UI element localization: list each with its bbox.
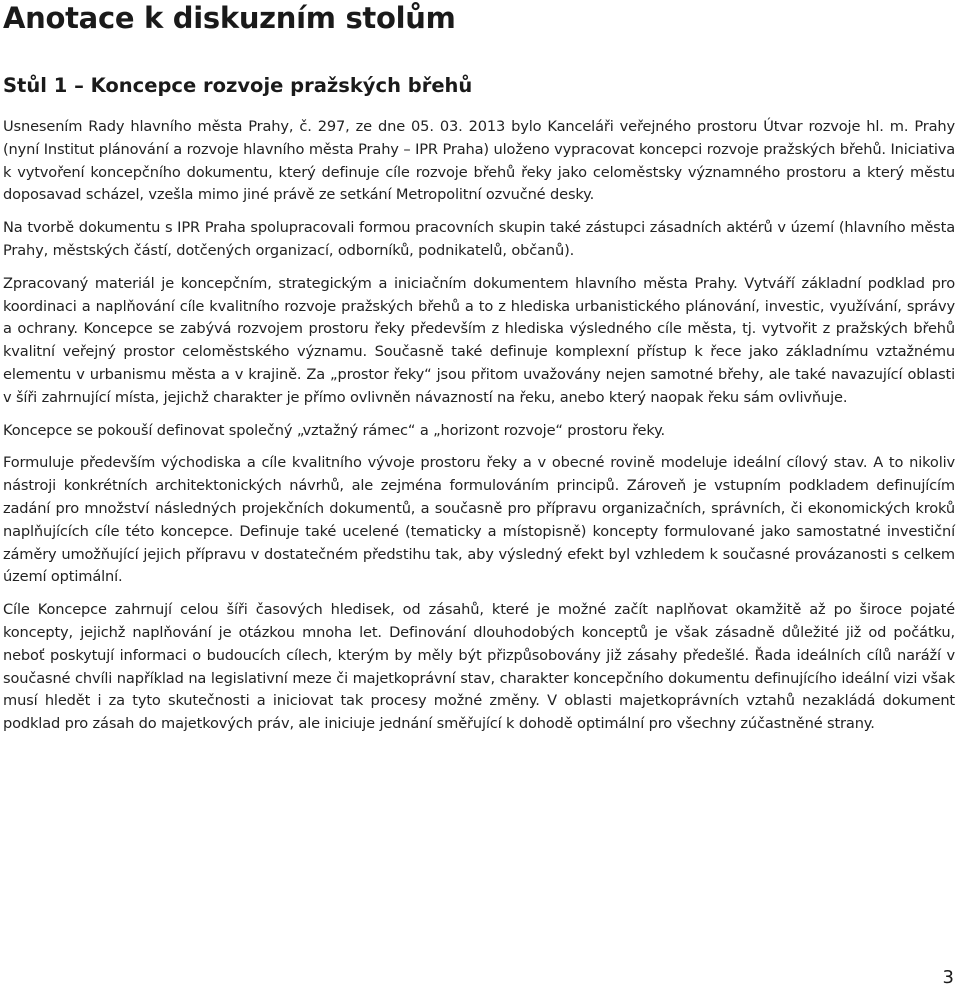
paragraph-intro: Usnesením Rady hlavního města Prahy, č. 297, ze dne 05. 03. 2013 bylo Kanceláři veřejného prostoru Útvar rozvoje hl. m. Prahy (nyní Institut plánování a rozvoje hlavního města Prahy – IPR Praha) uloženo vypracovat koncepci rozvoje pražských břehů. Iniciativa k vytvoření koncepčního dokumentu, který definuje cíle rozvoje břehů řeky jako celoměstsky významného prostoru a který městu doposavad scházel, vzešla mimo jiné právě ze setkání Metropolitní ozvučné desky. <box>3 118 955 204</box>
document-body <box>3 116 955 746</box>
paragraph-timeframe: Cíle Koncepce zahrnují celou šíři časových hledisek, od zásahů, které je možné začít naplňovat okamžitě až po široce pojaté koncepty, jejichž naplňování je otázkou mnoha let. Definování dlouhodobých konceptů je však zásadně důležité již od počátku, neboť poskytují informaci o budoucích cílech, kterým by měly být přizpůsobovány již zásahy předešlé. Řada ideálních cílů naráží v současné chvíli například na legislativní meze či majetkoprávní stav, charakter koncepčního dokumentu definujícího ideální vizi však musí hledět i za tyto skutečnosti a iniciovat tak procesy možné změny. V oblasti majetkoprávních vztahů nezakládá dokument podklad pro zásah do majetkových práv, ale iniciuje jednání směřující k dohodě optimální pro všechny zúčastněné strany. <box>3 601 955 733</box>
section-title: Stůl 1 – Koncepce rozvoje pražských břehů <box>3 74 473 97</box>
paragraph-goals: Formuluje především východiska a cíle kvalitního vývoje prostoru řeky a v obecné rovině modeluje ideální cílový stav. A to nikoliv nástroji konkrétních architektonických návrhů, ale zejména formulováním principů. Zároveň je vstupním podkladem definujícím zadání pro množství následných projekčních dokumentů, a současně pro přípravu organizačních, správních, či ekonomických kroků naplňujících cíle této koncepce. Definuje také ucelené (tematicky a místopisně) koncepty formulované jako samostatné investiční záměry umožňující jejich přípravu v dostatečném předstihu tak, aby výsledný efekt byl vzhledem k současné provázanosti s celkem území optimální. <box>3 454 955 586</box>
page-number: 3 <box>942 967 954 988</box>
paragraph-material: Zpracovaný materiál je koncepčním, strategickým a iniciačním dokumentem hlavního města Prahy. Vytváří základní podklad pro koordinaci a naplňování cíle kvalitního rozvoje pražských břehů a to z hlediska urbanistického plánování, investic, využívání, správy a ochrany. Koncepce se zabývá rozvojem prostoru řeky především z hlediska výsledného cíle města, tj. vytvořit z pražských břehů kvalitní veřejný prostor celoměstského významu. Současně také definuje komplexní přístup k řece jako základnímu vztažnému elementu v urbanismu města a v krajině. Za „prostor řeky“ jsou přitom uvažovány nejen samotné břehy, ale také navazující oblasti v šíři zahrnující místa, jejichž charakter je přímo ovlivněn návazností na řeku, anebo který naopak řeku sám ovlivňuje. <box>3 274 955 406</box>
document-title: Anotace k diskuzním stolům <box>3 1 456 35</box>
paragraph-framework: Koncepce se pokouší definovat společný „vztažný rámec“ a „horizont rozvoje“ prostoru řeky. <box>3 421 666 439</box>
paragraph-collaboration: Na tvorbě dokumentu s IPR Praha spolupracovali formou pracovních skupin také zástupci zásadních aktérů v území (hlavního města Prahy, městských částí, dotčených organizací, odborníků, podnikatelů, občanů). <box>3 219 955 259</box>
